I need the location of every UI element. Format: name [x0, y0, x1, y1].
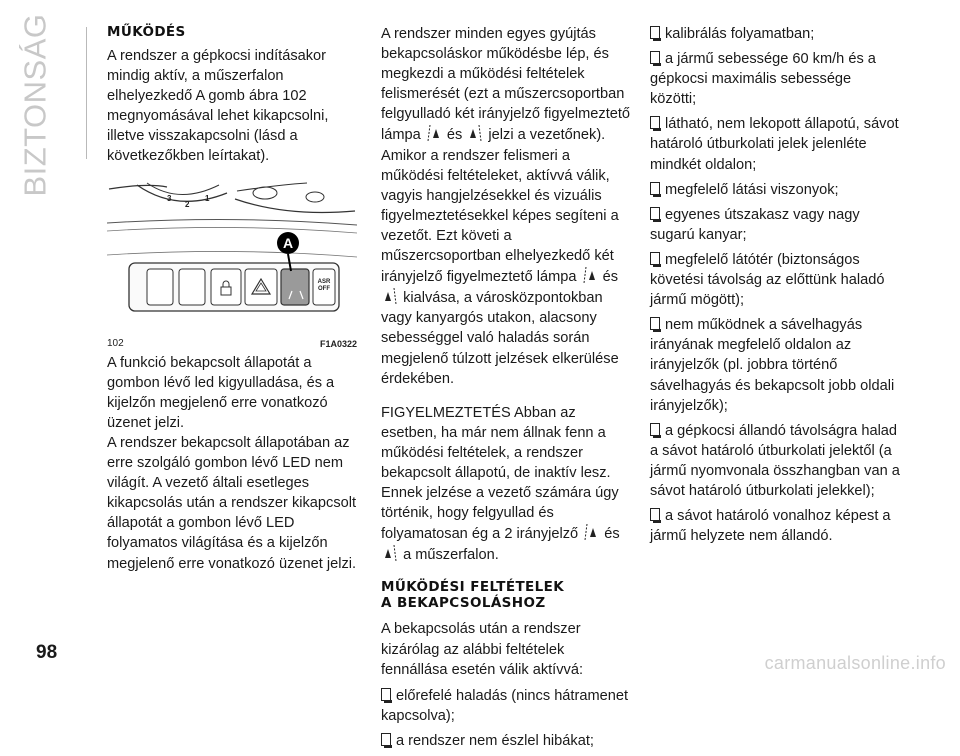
knob-mark-3: 3: [167, 193, 172, 203]
knob-mark-1: 1: [205, 193, 210, 203]
lane-right-warning-lamp-icon: [468, 124, 482, 142]
list-item: megfelelő látótér (biztonságos követési távolság az előttünk haladó jármű mögött);: [650, 251, 885, 309]
figure-102: [107, 181, 357, 349]
led-paragraph: A funkció bekapcsolt állapotát a gombon lévő led kigyulladása, és a kijelzőn megjelenő erre vonatkozó üzenet jelzi.: [107, 354, 335, 431]
checkbox-bullet-icon: [650, 26, 660, 39]
section-heading-conditions: [381, 579, 631, 611]
warning-text-a: FIGYELMEZTETÉS Abban az esetben, ha már nem állnak fenn a működési feltételek, a rendszer bekapcsolt állapotú, de inaktív lesz. Ennek jelzése a vezető számára úgy történik, hogy felgyullad és folyamatosan ég a 2 irányjelző: [381, 404, 619, 543]
intro-paragraph: A rendszer a gépkocsi indításakor mindig aktív, a műszerfalon elhelyezkedő A gomb ábra 102 megnyomásával lehet kikapcsolni, illetve visszakapcsolni (lásd a következőkben leírtakat).: [107, 48, 329, 165]
led-status-paragraph: A rendszer bekapcsolt állapotában az erre szolgáló gombon lévő LED nem világít. A vezető általi esetleges kikapcsolás után a rendszer kikapcsolt állapotát a gombon lévő LED folyamatos világítása és a kijelzőn megjelenő erre vonatkozó üzenet jelzi.: [107, 434, 357, 572]
warning-paragraph: [381, 403, 631, 566]
lane-right-warning-lamp-icon: [383, 287, 397, 305]
conditions-heading-line2: A BEKAPCSOLÁSHOZ: [381, 595, 546, 612]
figure-code: F1A0322: [319, 338, 357, 349]
checkbox-bullet-icon: [381, 688, 391, 701]
activation-paragraph: [381, 24, 631, 146]
section-side-title-text: BIZTONSÁG: [18, 13, 54, 197]
activation-and: és: [446, 127, 463, 144]
checkbox-bullet-icon: [650, 207, 660, 220]
column-2: [381, 24, 631, 756]
lane-left-warning-lamp-icon: [427, 124, 441, 142]
list-item: megfelelő látási viszonyok;: [650, 180, 900, 200]
checkbox-bullet-icon: [650, 182, 660, 195]
section-side-title: [6, 13, 66, 197]
figure-callout-a: A: [282, 234, 294, 251]
checkbox-bullet-icon: [650, 116, 660, 129]
dashboard-button-illustration: [107, 181, 357, 331]
watermark: carmanualsonline.info: [764, 653, 946, 673]
checkbox-bullet-icon: [650, 317, 660, 330]
warning-and: és: [604, 526, 620, 543]
activation-text-a: A rendszer minden egyes gyújtás bekapcsoláskor működésbe lép, és megkezdi a működési feltételek felismerését (ezt a műszercsoportban felgyulladó két irányjelző figyelmeztető lámpa: [381, 26, 631, 144]
checkbox-bullet-icon: [650, 252, 660, 265]
list-item: előrefelé haladás (nincs hátramenet kapcsolva);: [381, 687, 629, 724]
column-1: [107, 24, 357, 574]
list-item: egyenes útszakasz vagy nagy sugarú kanyar;: [650, 206, 860, 243]
list-item: kalibrálás folyamatban;: [650, 24, 900, 44]
checkbox-bullet-icon: [650, 51, 660, 64]
active-state-paragraph: [381, 146, 631, 389]
column-3: [650, 24, 900, 551]
asr-label-line2: OFF: [318, 285, 330, 292]
activation-text-b: jelzi a vezetőnek).: [488, 127, 606, 144]
knob-mark-2: 2: [185, 199, 190, 209]
asr-label-line1: ASR: [317, 278, 331, 285]
page-number: 98: [36, 642, 58, 663]
checkbox-bullet-icon: [650, 508, 660, 521]
list-item: a gépkocsi állandó távolságra halad a sávot határoló útburkolati jelektől (a jármű nyomvonala összhangban van a sávot határoló útburkolati jelekkel);: [650, 422, 900, 499]
conditions-intro-paragraph: A bekapcsolás után a rendszer kizárólag az alábbi feltételek fennállása esetén válik aktívvá:: [381, 621, 583, 678]
active-and: és: [602, 269, 619, 286]
warning-text-b: a műszerfalon.: [403, 547, 499, 564]
list-item: nem működnek a sávelhagyás irányának megfelelő oldalon az irányjelzők (pl. jobbra történő sávelhagyás és bekapcsolt jobb oldali irányjelzők);: [650, 317, 895, 414]
section-heading-mukodes: MŰKÖDÉS: [107, 24, 186, 40]
conditions-heading-line1: MŰKÖDÉSI FELTÉTELEK: [381, 579, 565, 596]
lane-right-warning-lamp-icon: [383, 544, 397, 562]
lane-left-warning-lamp-icon: [584, 523, 598, 541]
list-item: a rendszer nem észlel hibákat;: [381, 731, 631, 751]
side-divider-line: [86, 27, 87, 159]
lane-left-warning-lamp-icon: [583, 266, 597, 284]
list-item: látható, nem lekopott állapotú, sávot határoló útburkolati jelek jelenléte mindkét oldalon;: [650, 116, 899, 173]
list-item: a sávot határoló vonalhoz képest a jármű helyzete nem állandó.: [650, 508, 891, 545]
checkbox-bullet-icon: [650, 423, 660, 436]
checkbox-bullet-icon: [381, 733, 391, 746]
active-text-b: kialvása, a városközpontokban vagy kanyargós utakon, alacsony sebességgel való haladás során megjelenő túlzott jelzések elkerülése érdekében.: [381, 290, 619, 387]
active-text-a: Amikor a rendszer felismeri a működési feltételeket, aktívvá válik, vagyis hangjelzésekkel és vizuális figyelmeztetésekkel képes segíteni a vezetőt. Ezt követi a műszercsoportban elhelyezkedő két irányjelző figyelmeztető lámpa: [381, 147, 619, 286]
list-item: a jármű sebessége 60 km/h és a gépkocsi maximális sebessége közötti;: [650, 51, 876, 108]
figure-number: 102: [107, 337, 124, 349]
